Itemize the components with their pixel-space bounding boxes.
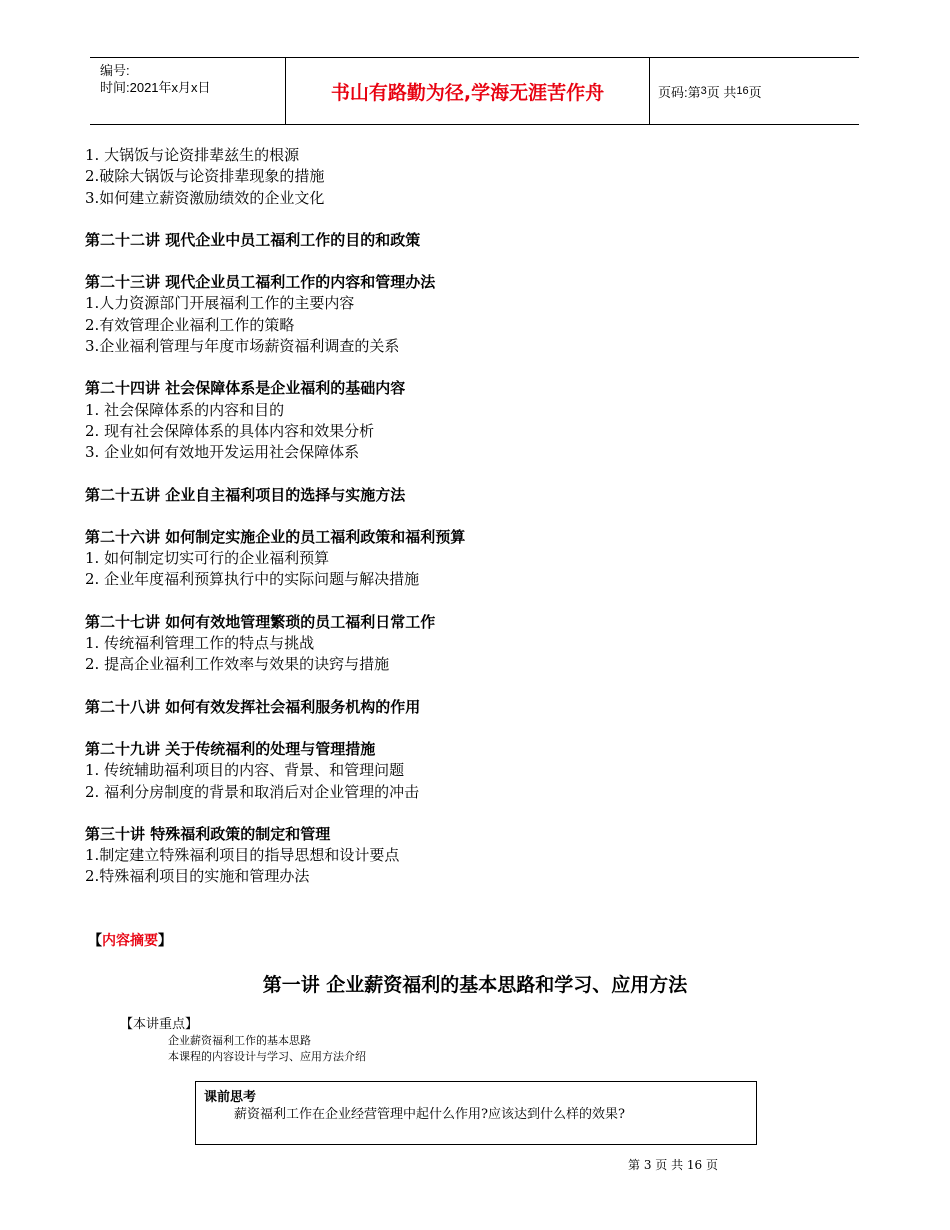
outline-section [85,230,865,251]
focus-items [168,1033,366,1065]
lecture-heading: 第二十四讲 社会保障体系是企业福利的基础内容 [85,379,406,398]
lecture-heading: 第二十六讲 如何制定实施企业的员工福利政策和福利预算 [85,527,466,546]
outline-item: 3. 企业如何有效地开发运用社会保障体系 [85,443,360,462]
summary-bracket-close: 】 [158,933,172,949]
header-motto: 书山有路勤为径,学海无涯苦作舟 [285,58,650,124]
outline-section [85,697,865,718]
outline-section [85,824,865,888]
outline-item: 1. 如何制定切实可行的企业福利预算 [85,549,330,568]
lecture-heading: 第二十九讲 关于传统福利的处理与管理措施 [85,739,376,758]
outline-item: 2.有效管理企业福利工作的策略 [85,315,295,334]
outline-section [85,272,865,357]
outline-item: 1. 传统辅助福利项目的内容、背景、和管理问题 [85,761,405,780]
focus-item: 企业薪资福利工作的基本思路 [168,1034,311,1047]
code-label: 编号: [100,63,130,78]
page-footer: 第 3 页 共 16 页 [628,1158,718,1172]
outline-item: 2. 提高企业福利工作效率与效果的诀窍与措施 [85,655,390,674]
page-suffix: 页 [748,84,762,100]
header-page-info [658,58,762,124]
lecture-title: 第一讲 企业薪资福利的基本思路和学习、应用方法 [262,974,688,996]
outline-item: 2. 现有社会保障体系的具体内容和效果分析 [85,421,375,440]
lecture-heading: 第二十二讲 现代企业中员工福利工作的目的和政策 [85,230,421,249]
outline-item: 3.企业福利管理与年度市场薪资福利调查的关系 [85,337,400,356]
page-number: 3 [700,85,707,97]
summary-bracket-open: 【 [88,933,102,949]
lecture-heading: 第二十七讲 如何有效地管理繁琐的员工福利日常工作 [85,612,436,631]
page-prefix: 页码:第 [658,84,701,100]
outline-section [85,739,865,803]
pre-class-thinking-box [195,1081,757,1145]
lecture-outline [85,145,865,909]
thinking-question: 薪资福利工作在企业经营管理中起什么作用?应该达到什么样的效果? [234,1107,625,1122]
outline-section [85,485,865,506]
summary-tag [88,930,172,950]
thinking-title: 课前思考 [204,1090,257,1105]
outline-item: 1. 传统福利管理工作的特点与挑战 [85,634,315,653]
outline-section [85,145,865,209]
outline-item: 2.破除大锅饭与论资排辈现象的措施 [85,167,325,186]
outline-item: 2. 企业年度福利预算执行中的实际问题与解决措施 [85,570,420,589]
lecture-heading: 第三十讲 特殊福利政策的制定和管理 [85,824,331,843]
outline-item: 1. 大锅饭与论资排辈兹生的根源 [85,146,300,164]
lecture-heading: 第二十八讲 如何有效发挥社会福利服务机构的作用 [85,697,421,716]
outline-section [85,378,865,463]
summary-label: 内容摘要 [102,933,158,949]
focus-label: 【本讲重点】 [120,1017,199,1032]
outline-item: 1.人力资源部门开展福利工作的主要内容 [85,294,355,313]
header-meta [100,62,285,96]
time-label: 时间:2021年x月x日 [100,80,211,95]
lecture-heading: 第二十五讲 企业自主福利项目的选择与实施方法 [85,485,406,504]
lecture-heading: 第二十三讲 现代企业员工福利工作的内容和管理办法 [85,273,436,292]
outline-item: 1. 社会保障体系的内容和目的 [85,400,285,419]
focus-item: 本课程的内容设计与学习、应用方法介绍 [168,1050,366,1063]
outline-section [85,612,865,676]
outline-item: 2. 福利分房制度的背景和取消后对企业管理的冲击 [85,782,420,801]
page-header [90,57,859,125]
lecture-focus [120,1016,366,1065]
outline-item: 2.特殊福利项目的实施和管理办法 [85,867,310,886]
outline-section [85,527,865,591]
page-mid: 页 共 [706,84,737,100]
page-total: 16 [736,85,749,97]
outline-item: 3.如何建立薪资激励绩效的企业文化 [85,188,325,207]
outline-item: 1.制定建立特殊福利项目的指导思想和设计要点 [85,846,400,865]
